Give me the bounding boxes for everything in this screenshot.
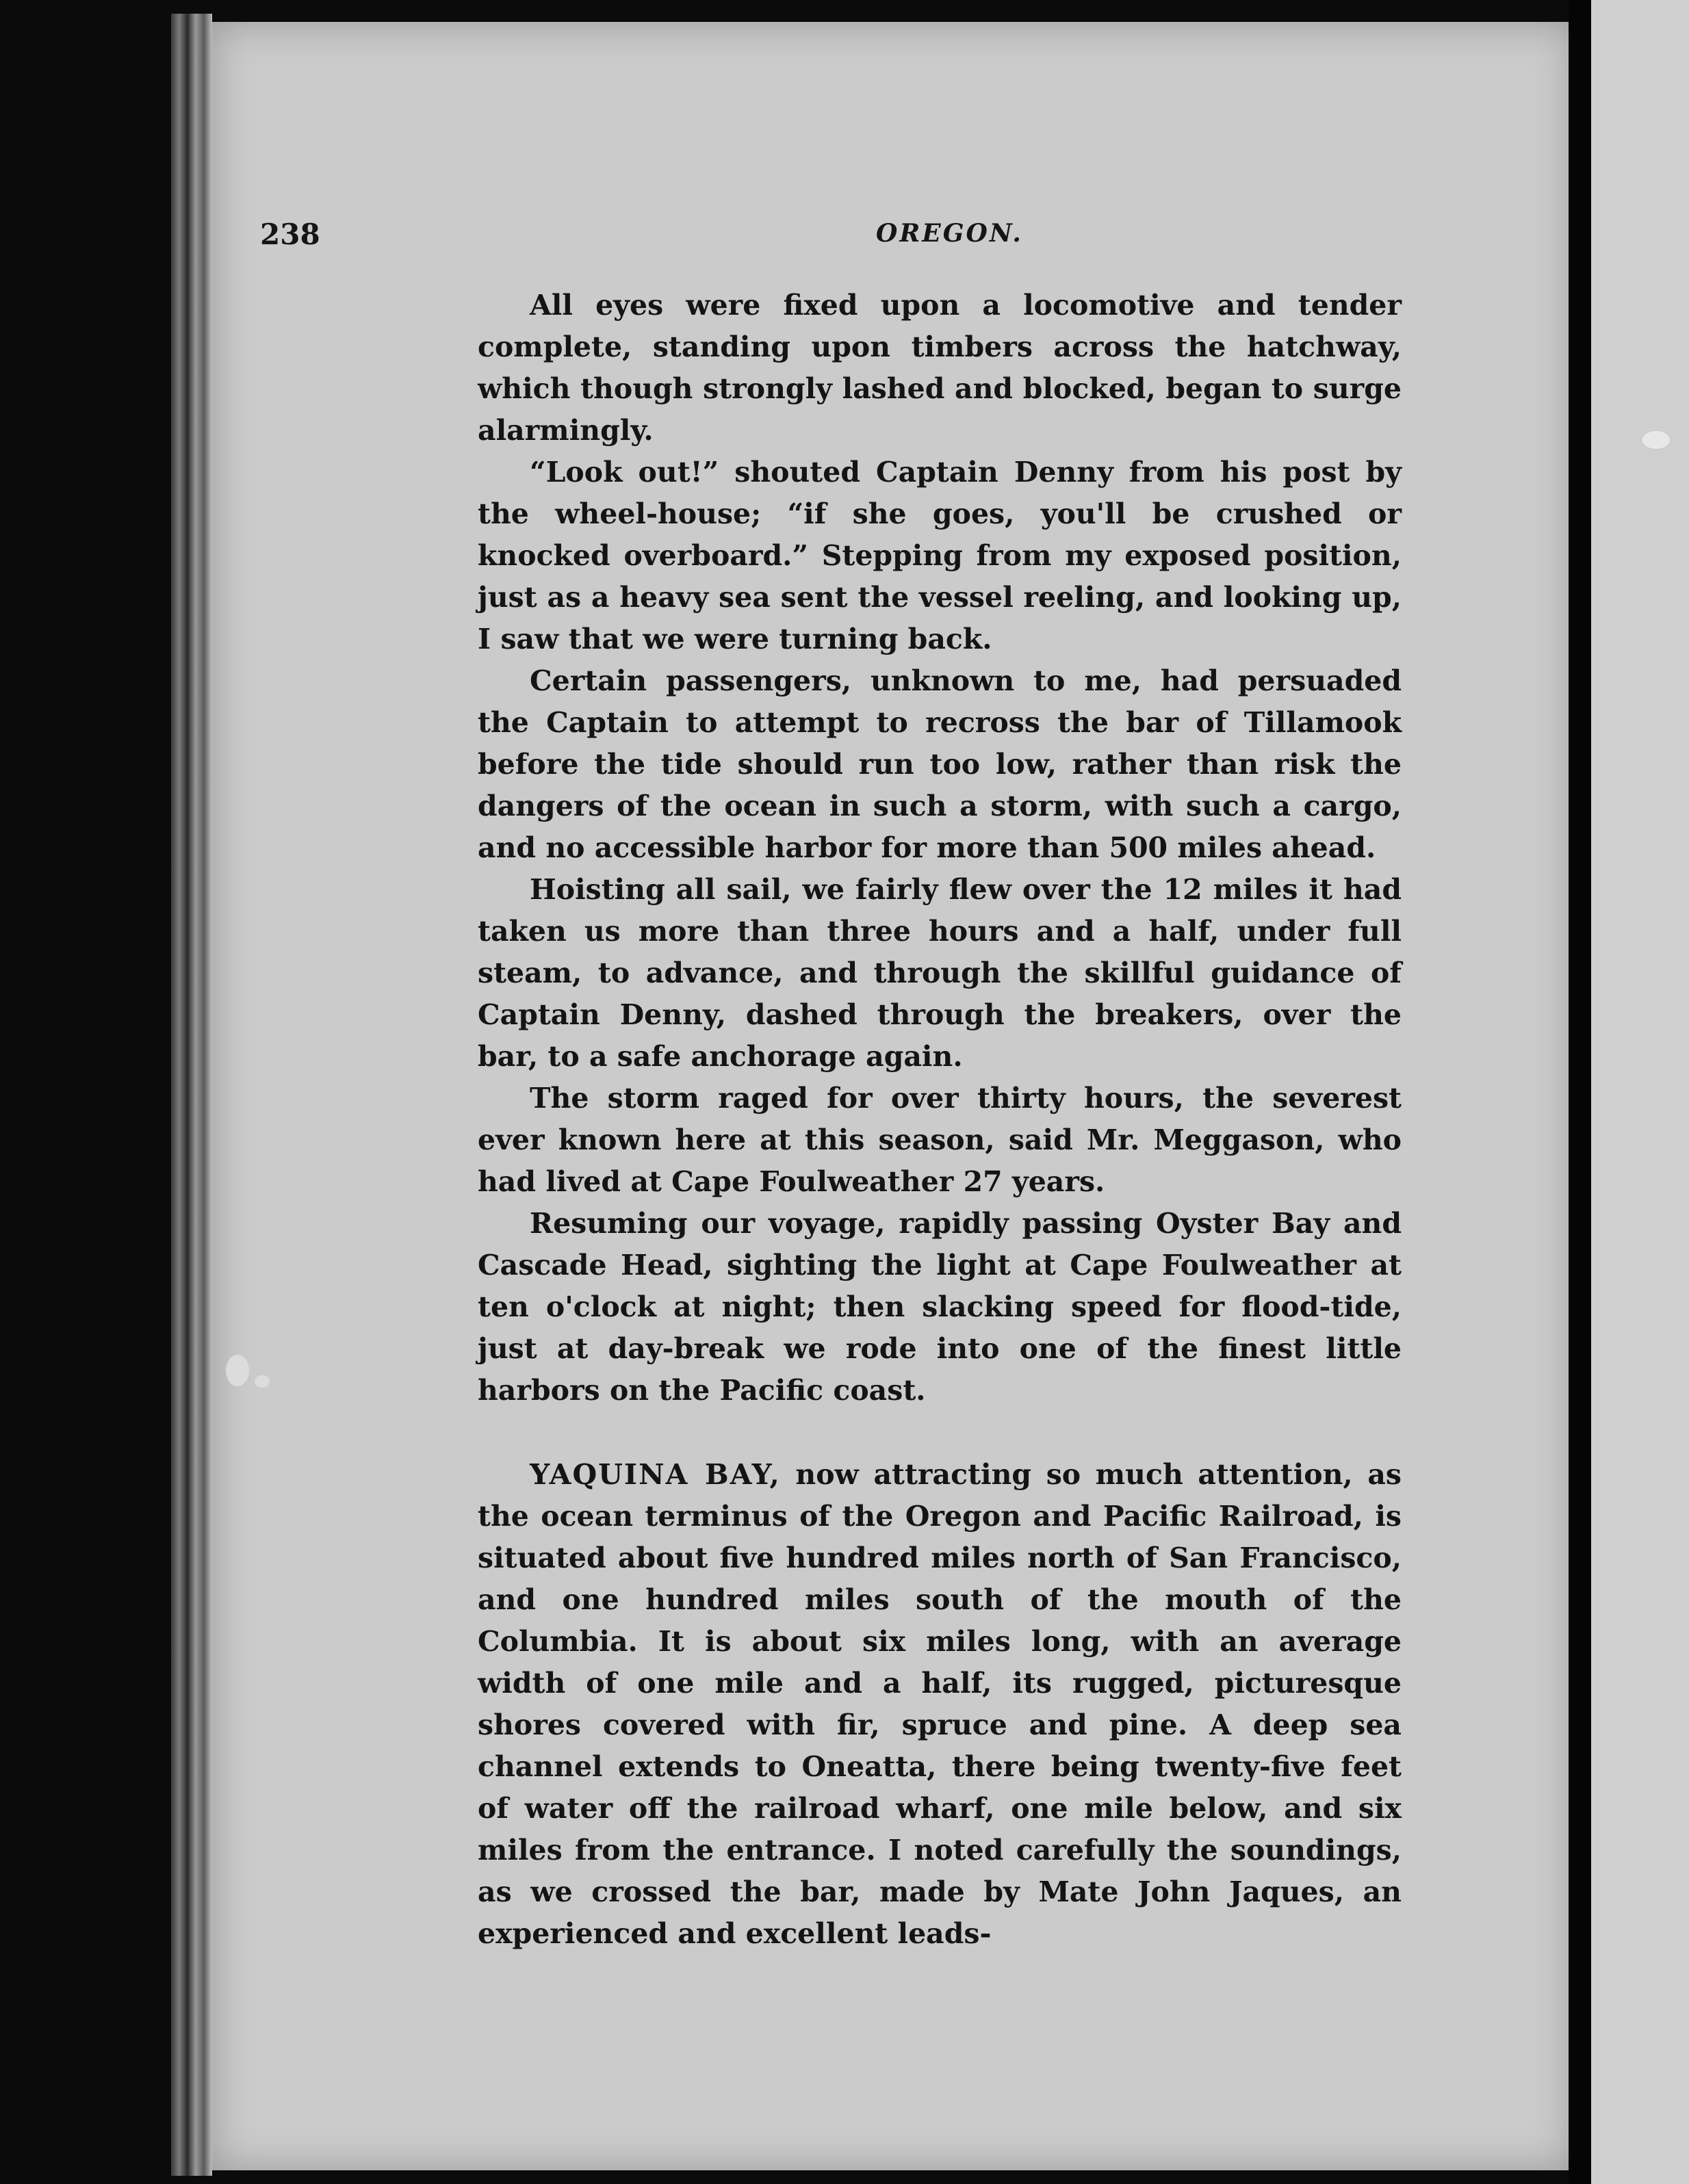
paragraph: Hoisting all sail, we fairly flew over the 12 miles it had taken us more than three hours and a half, under full steam, to advance, and through the skillful guidance of Captain Denny, dashed through the breakers, over the bar, to a safe anchorage again. xyxy=(478,873,1402,1073)
book-binding-edge xyxy=(171,14,212,2176)
page-number: 238 xyxy=(260,218,320,251)
body-text xyxy=(478,285,1402,1955)
running-title: OREGON. xyxy=(876,219,1023,248)
scan-speck xyxy=(255,1375,270,1388)
section-paragraph xyxy=(478,1454,1402,1955)
scan-speck xyxy=(1642,431,1670,449)
paragraph: The storm raged for over thirty hours, the severest ever known here at this season, said Mr. Meggason, who had lived at Cape Foulweather 27 years. xyxy=(478,1082,1402,1198)
section-heading: YAQUINA BAY, xyxy=(530,1458,781,1491)
paragraph: Resuming our voyage, rapidly passing Oyster Bay and Cascade Head, sighting the light at Cape Foulweather at ten o'clock at night; then slacking speed for flood-tide, just at day-break we rode into one of the finest little harbors on the Pacific coast. xyxy=(478,1207,1402,1407)
facing-page-edge xyxy=(1591,0,1689,2184)
paragraph: All eyes were fixed upon a locomotive and tender complete, standing upon timbers across the hatchway, which though strongly lashed and blocked, began to surge alarmingly. xyxy=(478,289,1402,447)
running-head xyxy=(260,218,1389,259)
section-text: now attracting so much attention, as the ocean terminus of the Oregon and Pacific Railroad, is situated about five hundred miles north of San Francisco, and one hundred miles south of the mouth of the Columbia. It is about six miles long, with an average width of one mile and a half, its rugged, picturesque shores covered with fir, spruce and pine. A deep sea channel extends to Oneatta, there being twenty-five feet of water off the railroad wharf, one mile below, and six miles from the entrance. I noted carefully the soundings, as we crossed the bar, made by Mate John Jaques, an experienced and excellent leads- xyxy=(478,1458,1402,1950)
paragraph: “Look out!” shouted Captain Denny from his post by the wheel-house; “if she goes, you'll be crushed or knocked overboard.” Stepping from my exposed position, just as a heavy sea sent the vessel reeling, and looking up, I saw that we were turning back. xyxy=(478,456,1402,655)
scan-speck xyxy=(226,1355,249,1386)
paragraph: Certain passengers, unknown to me, had persuaded the Captain to attempt to recross the bar of Tillamook before the tide should run too low, rather than risk the dangers of the ocean in such a storm, with such a cargo, and no accessible harbor for more than 500 miles ahead. xyxy=(478,664,1402,864)
